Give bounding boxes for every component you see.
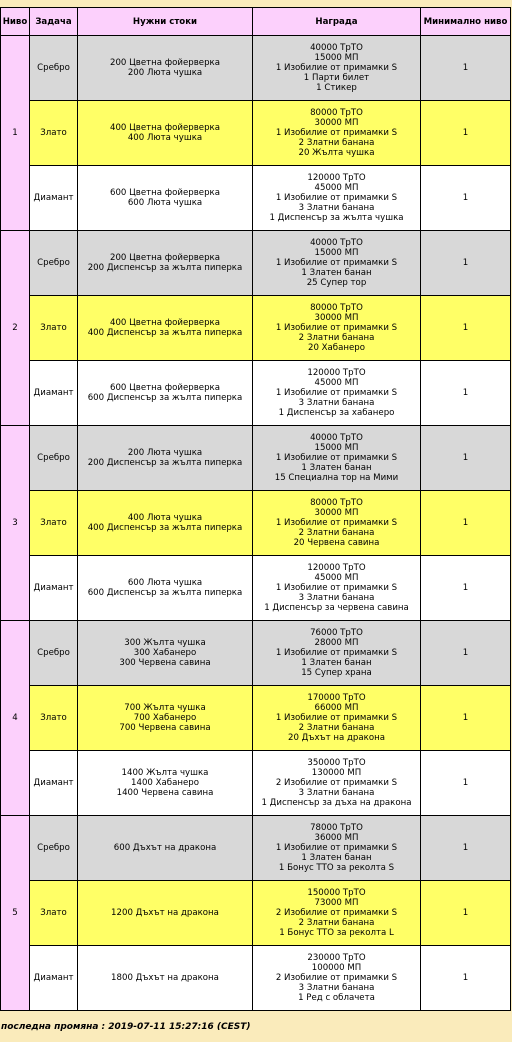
goods-line: 200 Люта чушка [127, 68, 203, 78]
reward-cell [253, 426, 421, 491]
reward-line: 150000 ТрТО [307, 888, 366, 898]
table-row [1, 881, 511, 946]
reward-line: 1 Парти билет [303, 73, 370, 83]
reward-line: 73000 МП [314, 898, 359, 908]
reward-line: 15 Специална тор на Мими [274, 473, 399, 483]
reward-line: 1 Изобилие от примамки S [275, 843, 398, 853]
task-cell: Диамант [30, 361, 78, 426]
task-cell: Диамант [30, 556, 78, 621]
reward-line: 3 Златни банана [298, 593, 375, 603]
reward-line: 76000 ТрТО [310, 628, 363, 638]
goods-line: 200 Цветна фойерверка [110, 253, 220, 263]
level-cell: 2 [1, 231, 30, 426]
reward-line: 2 Златни банана [298, 528, 375, 538]
reward-line: 78000 ТрТО [310, 823, 363, 833]
reward-line: 120000 ТрТО [307, 173, 366, 183]
reward-line: 1 Изобилие от примамки S [275, 128, 398, 138]
reward-line: 45000 МП [314, 378, 359, 388]
reward-line: 28000 МП [314, 638, 359, 648]
goods-cell [78, 296, 253, 361]
table-row [1, 816, 511, 881]
goods-line: 600 Цветна фойерверка [110, 383, 220, 393]
task-cell: Диамант [30, 946, 78, 1011]
task-cell: Сребро [30, 36, 78, 101]
reward-line: 30000 МП [314, 118, 359, 128]
min-level-cell: 1 [421, 751, 511, 816]
reward-line: 20 Червена савина [293, 538, 380, 548]
goods-line: 200 Диспенсър за жълта пиперка [87, 458, 243, 468]
goods-cell [78, 101, 253, 166]
reward-line: 3 Златни банана [298, 788, 375, 798]
table-row [1, 361, 511, 426]
reward-line: 2 Изобилие от примамки S [275, 778, 398, 788]
goods-line: 400 Диспенсър за жълта пиперка [87, 328, 243, 338]
reward-line: 25 Супер тор [306, 278, 367, 288]
min-level-cell: 1 [421, 621, 511, 686]
goods-line: 200 Цветна фойерверка [110, 58, 220, 68]
goods-line: 700 Червена савина [119, 723, 211, 733]
rewards-table [0, 7, 511, 1011]
goods-line: 300 Жълта чушка [124, 638, 206, 648]
reward-line: 15 Супер храна [301, 668, 372, 678]
goods-cell [78, 166, 253, 231]
task-cell: Сребро [30, 816, 78, 881]
goods-line: 400 Диспенсър за жълта пиперка [87, 523, 243, 533]
reward-cell [253, 751, 421, 816]
table-row [1, 621, 511, 686]
goods-cell [78, 881, 253, 946]
reward-line: 1 Изобилие от примамки S [275, 63, 398, 73]
min-level-cell: 1 [421, 296, 511, 361]
reward-line: 1 Изобилие от примамки S [275, 193, 398, 203]
task-cell: Злато [30, 101, 78, 166]
reward-line: 1 Диспенсър за хабанеро [278, 408, 395, 418]
reward-line: 3 Златни банана [298, 983, 375, 993]
table-row [1, 946, 511, 1011]
goods-line: 600 Люта чушка [127, 198, 203, 208]
task-cell: Диамант [30, 166, 78, 231]
goods-cell [78, 621, 253, 686]
min-level-cell: 1 [421, 166, 511, 231]
reward-line: 3 Златни банана [298, 398, 375, 408]
reward-line: 15000 МП [314, 443, 359, 453]
goods-line: 400 Люта чушка [127, 513, 203, 523]
reward-line: 1 Златен банан [301, 268, 372, 278]
goods-line: 200 Диспенсър за жълта пиперка [87, 263, 243, 273]
table-header-row [1, 8, 511, 36]
reward-line: 1 Диспенсър за червена савина [264, 603, 409, 613]
reward-line: 120000 ТрТО [307, 368, 366, 378]
reward-line: 15000 МП [314, 53, 359, 63]
reward-line: 80000 ТрТО [310, 498, 363, 508]
reward-line: 230000 ТрТО [307, 953, 366, 963]
goods-line: 1400 Червена савина [116, 788, 214, 798]
reward-line: 45000 МП [314, 573, 359, 583]
goods-cell [78, 751, 253, 816]
reward-cell [253, 166, 421, 231]
task-cell: Злато [30, 881, 78, 946]
reward-line: 2 Златни банана [298, 333, 375, 343]
reward-line: 120000 ТрТО [307, 563, 366, 573]
reward-line: 1 Диспенсър за жълта чушка [269, 213, 404, 223]
reward-line: 1 Изобилие от примамки S [275, 453, 398, 463]
goods-line: 1800 Дъхът на дракона [111, 973, 219, 983]
reward-cell [253, 296, 421, 361]
table-row [1, 101, 511, 166]
reward-line: 40000 ТрТО [310, 238, 363, 248]
reward-line: 1 Изобилие от примамки S [275, 583, 398, 593]
goods-line: 600 Диспенсър за жълта пиперка [87, 393, 243, 403]
reward-line: 1 Златен банан [301, 658, 372, 668]
table-row [1, 36, 511, 101]
goods-line: 1200 Дъхът на дракона [111, 908, 219, 918]
level-cell: 5 [1, 816, 30, 1011]
table-row [1, 686, 511, 751]
reward-cell [253, 946, 421, 1011]
table-row [1, 166, 511, 231]
goods-line: 600 Цветна фойерверка [110, 188, 220, 198]
reward-line: 1 Изобилие от примамки S [275, 388, 398, 398]
header-reward: Награда [253, 8, 421, 36]
table-row [1, 296, 511, 361]
goods-line: 400 Люта чушка [127, 133, 203, 143]
min-level-cell: 1 [421, 816, 511, 881]
goods-line: 700 Жълта чушка [124, 703, 206, 713]
task-cell: Злато [30, 296, 78, 361]
reward-line: 2 Златни банана [298, 138, 375, 148]
level-cell: 3 [1, 426, 30, 621]
reward-line: 45000 МП [314, 183, 359, 193]
min-level-cell: 1 [421, 946, 511, 1011]
reward-cell [253, 556, 421, 621]
goods-line: 600 Диспенсър за жълта пиперка [87, 588, 243, 598]
min-level-cell: 1 [421, 361, 511, 426]
reward-line: 15000 МП [314, 248, 359, 258]
reward-line: 1 Изобилие от примамки S [275, 648, 398, 658]
reward-line: 2 Изобилие от примамки S [275, 908, 398, 918]
task-cell: Сребро [30, 426, 78, 491]
reward-line: 40000 ТрТО [310, 433, 363, 443]
goods-line: 600 Дъхът на дракона [113, 843, 217, 853]
reward-line: 1 Златен банан [301, 463, 372, 473]
reward-line: 30000 МП [314, 508, 359, 518]
task-cell: Злато [30, 686, 78, 751]
goods-line: 700 Хабанеро [133, 713, 197, 723]
table-row [1, 231, 511, 296]
reward-cell [253, 36, 421, 101]
goods-cell [78, 816, 253, 881]
reward-line: 1 Изобилие от примамки S [275, 258, 398, 268]
min-level-cell: 1 [421, 426, 511, 491]
reward-line: 1 Изобилие от примамки S [275, 323, 398, 333]
table-row [1, 426, 511, 491]
reward-cell [253, 881, 421, 946]
task-cell: Сребро [30, 621, 78, 686]
goods-cell [78, 426, 253, 491]
reward-cell [253, 816, 421, 881]
reward-line: 350000 ТрТО [307, 758, 366, 768]
goods-line: 1400 Жълта чушка [121, 768, 209, 778]
table-body [1, 36, 511, 1011]
reward-line: 40000 ТрТО [310, 43, 363, 53]
reward-line: 100000 МП [311, 963, 362, 973]
reward-line: 130000 МП [311, 768, 362, 778]
goods-line: 400 Цветна фойерверка [110, 318, 220, 328]
reward-line: 2 Златни банана [298, 723, 375, 733]
goods-cell [78, 231, 253, 296]
goods-cell [78, 686, 253, 751]
min-level-cell: 1 [421, 231, 511, 296]
min-level-cell: 1 [421, 686, 511, 751]
last-modified-footer: последна промяна : 2019-07-11 15:27:16 (CEST) [1, 1022, 251, 1032]
reward-line: 80000 ТрТО [310, 303, 363, 313]
reward-line: 1 Златен банан [301, 853, 372, 863]
reward-cell [253, 686, 421, 751]
goods-cell [78, 556, 253, 621]
reward-line: 1 Бонус ТТО за реколта L [279, 928, 394, 938]
goods-cell [78, 946, 253, 1011]
level-cell: 4 [1, 621, 30, 816]
reward-line: 20 Жълта чушка [298, 148, 375, 158]
reward-line: 1 Изобилие от примамки S [275, 713, 398, 723]
reward-line: 2 Изобилие от примамки S [275, 973, 398, 983]
reward-line: 36000 МП [314, 833, 359, 843]
goods-line: 200 Люта чушка [127, 448, 203, 458]
reward-line: 170000 ТрТО [307, 693, 366, 703]
min-level-cell: 1 [421, 556, 511, 621]
task-cell: Сребро [30, 231, 78, 296]
reward-line: 2 Златни банана [298, 918, 375, 928]
min-level-cell: 1 [421, 36, 511, 101]
reward-line: 66000 МП [314, 703, 359, 713]
reward-cell [253, 491, 421, 556]
reward-cell [253, 621, 421, 686]
reward-cell [253, 231, 421, 296]
reward-line: 30000 МП [314, 313, 359, 323]
goods-line: 600 Люта чушка [127, 578, 203, 588]
header-level: Ниво [1, 8, 30, 36]
goods-cell [78, 36, 253, 101]
min-level-cell: 1 [421, 881, 511, 946]
reward-line: 80000 ТрТО [310, 108, 363, 118]
task-cell: Злато [30, 491, 78, 556]
header-min-level: Минимално ниво [421, 8, 511, 36]
task-cell: Диамант [30, 751, 78, 816]
reward-line: 3 Златни банана [298, 203, 375, 213]
reward-line: 1 Диспенсър за дъха на дракона [261, 798, 412, 808]
reward-line: 1 Ред с облачета [298, 993, 375, 1003]
goods-line: 1400 Хабанеро [131, 778, 199, 788]
table-row [1, 751, 511, 816]
reward-line: 1 Бонус ТТО за реколта S [278, 863, 395, 873]
goods-line: 400 Цветна фойерверка [110, 123, 220, 133]
min-level-cell: 1 [421, 491, 511, 556]
table-row [1, 491, 511, 556]
reward-line: 20 Дъхът на дракона [288, 733, 385, 743]
header-task: Задача [30, 8, 78, 36]
reward-line: 1 Изобилие от примамки S [275, 518, 398, 528]
goods-cell [78, 361, 253, 426]
header-goods: Нужни стоки [78, 8, 253, 36]
goods-line: 300 Червена савина [119, 658, 211, 668]
table-row [1, 556, 511, 621]
goods-line: 300 Хабанеро [133, 648, 197, 658]
goods-cell [78, 491, 253, 556]
level-cell: 1 [1, 36, 30, 231]
reward-line: 20 Хабанеро [307, 343, 365, 353]
reward-cell [253, 101, 421, 166]
min-level-cell: 1 [421, 101, 511, 166]
reward-line: 1 Стикер [316, 83, 357, 93]
reward-cell [253, 361, 421, 426]
